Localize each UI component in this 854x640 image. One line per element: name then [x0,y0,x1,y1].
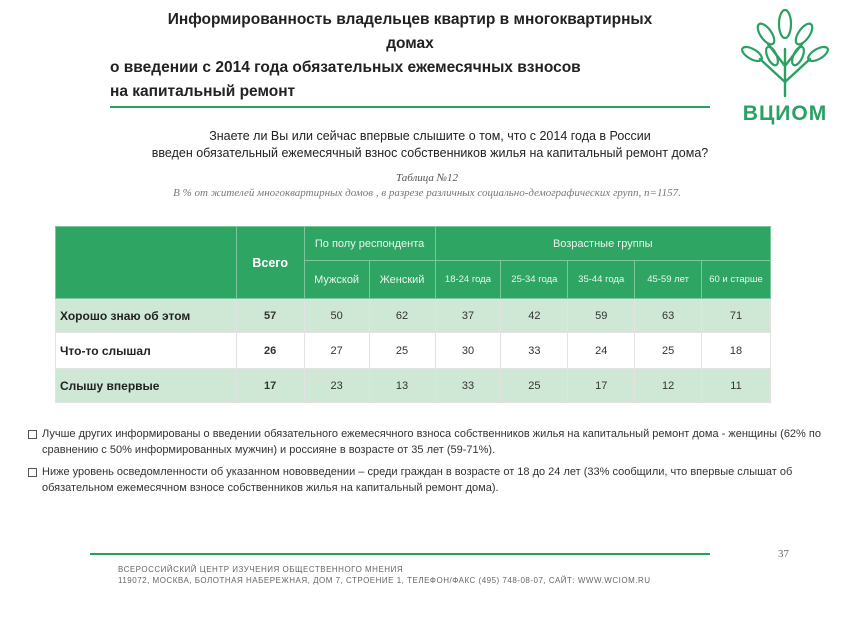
row-total: 26 [236,333,304,369]
table-cell: 24 [568,333,635,369]
table-cell: 12 [635,369,702,403]
question-line-1: Знаете ли Вы или сейчас впервые слышите о том, что с 2014 года в России [209,129,651,143]
table-cell: 11 [702,369,771,403]
footer-line-2: 119072, МОСКВА, БОЛОТНАЯ НАБЕРЕЖНАЯ, ДОМ 7, СТРОЕНИЕ 1, ТЕЛЕФОН/ФАКС (495) 748-08-07, САЙТ: WWW.WCIOM.RU [118,576,651,585]
row-label: Хорошо знаю об этом [56,299,237,333]
finding-item [28,464,828,496]
table-cell: 33 [501,333,568,369]
table-cell: 23 [304,369,369,403]
table-header-row-1 [56,227,771,261]
finding-text: Лучше других информированы о введении обязательного ежемесячного взноса собственников жилья на капитальный ремонт дома - женщины (62% по сравнению с 50% информированных мужчин) и россияне в возрасте от 35 лет (59-71%). [42,428,821,456]
row-label: Слышу впервые [56,369,237,403]
finding-item [28,426,828,458]
row-total: 17 [236,369,304,403]
header-total: Всего [236,227,304,299]
table-row [56,333,771,369]
row-total: 57 [236,299,304,333]
title-line-2: домах [386,35,434,52]
header-col: Мужской [304,261,369,299]
title-divider [110,106,710,108]
square-bullet-icon [28,430,37,439]
table-cell: 42 [501,299,568,333]
header-col: 35-44 года [568,261,635,299]
header-col: Женский [369,261,435,299]
table-cell: 13 [369,369,435,403]
slide-title [110,8,710,104]
title-line-4: на капитальный ремонт [110,83,296,100]
table-cell: 37 [435,299,501,333]
header-gender-group: По полу респондента [304,227,435,261]
table-cell: 25 [369,333,435,369]
title-line-1: Информированность владельцев квартир в многоквартирных [167,11,653,28]
results-table [55,226,771,403]
question-line-2: введен обязательный ежемесячный взнос собственников жилья на капитальный ремонт дома? [151,146,709,160]
table-cell: 33 [435,369,501,403]
footer [118,564,651,586]
table-cell: 62 [369,299,435,333]
header-col: 25-34 года [501,261,568,299]
findings-list [28,426,828,502]
table-cell: 25 [635,333,702,369]
table-cell: 71 [702,299,771,333]
table-cell: 59 [568,299,635,333]
header-col: 45-59 лет [635,261,702,299]
header-age-group: Возрастные группы [435,227,770,261]
footer-line-1: ВСЕРОССИЙСКИЙ ЦЕНТР ИЗУЧЕНИЯ ОБЩЕСТВЕННОГО МНЕНИЯ [118,565,404,574]
table-row [56,369,771,403]
header-blank-cell [56,227,237,299]
header-col: 18-24 года [435,261,501,299]
table-cell: 18 [702,333,771,369]
row-label: Что-то слышал [56,333,237,369]
logo-text: ВЦИОМ [742,102,828,125]
table-cell: 27 [304,333,369,369]
table-cell: 50 [304,299,369,333]
table-subtitle: В % от жителей многоквартирных домов , в разрезе различных социально-демографических групп, n=1157. [173,187,681,199]
footer-divider [90,553,710,555]
table-row [56,299,771,333]
finding-text: Ниже уровень осведомленности об указанном нововведении – среди граждан в возрасте от 18 до 24 лет (33% сообщили, что впервые слышат об обязательном ежемесячном взносе собственников жилья на капитальный ремонт дома). [42,466,793,494]
table-cell: 25 [501,369,568,403]
table-cell: 30 [435,333,501,369]
page-number: 37 [778,548,789,560]
square-bullet-icon [28,468,37,477]
header-col: 60 и старше [702,261,771,299]
table-number: Таблица №12 [395,172,459,184]
title-line-3: о введении с 2014 года обязательных ежемесячных взносов [110,59,581,76]
table-cell: 63 [635,299,702,333]
table-cell: 17 [568,369,635,403]
survey-question [40,128,820,162]
